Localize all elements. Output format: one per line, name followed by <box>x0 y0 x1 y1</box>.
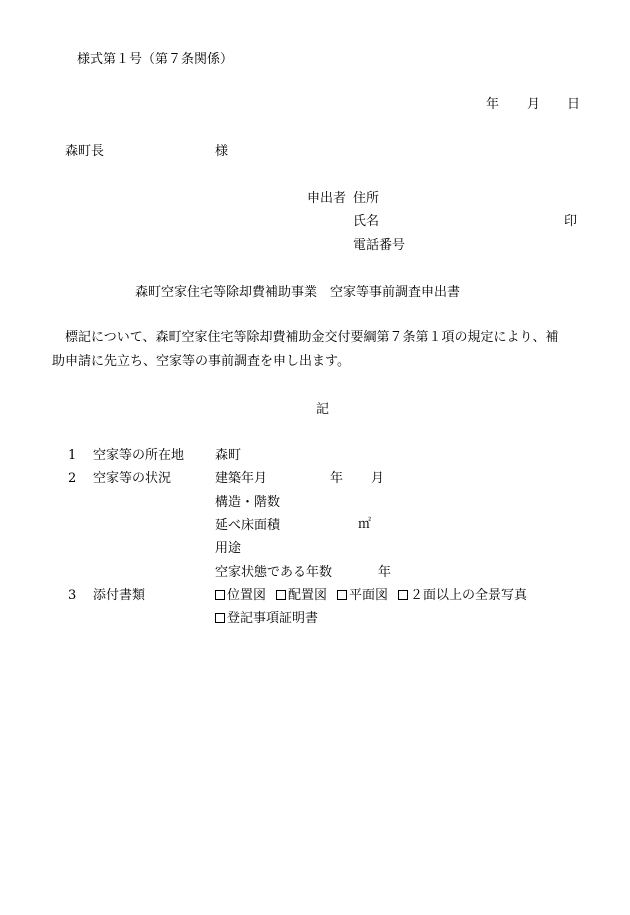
vacant-years-unit: 年 <box>378 565 392 580</box>
ki-heading: 記 <box>316 402 330 417</box>
form-number: 様式第１号（第７条関係） <box>77 52 234 67</box>
document-title: 森町空家住宅等除却費補助事業 空家等事前調査申出書 <box>135 285 461 300</box>
checkbox-icon[interactable] <box>215 590 225 600</box>
attachment-registry-certificate: 登記事項証明書 <box>215 612 318 625</box>
attachment-floor-plan: 平面図 <box>337 589 388 602</box>
checkbox-icon[interactable] <box>337 590 347 600</box>
item-2-label: 空家等の状況 <box>93 471 172 486</box>
attachment-list <box>215 589 527 602</box>
checkbox-icon[interactable] <box>276 590 286 600</box>
vacant-years-label: 空家状態である年数 <box>215 565 333 580</box>
built-month-label: 月 <box>371 471 385 486</box>
item-3-number: 3 <box>68 588 77 603</box>
checkbox-icon[interactable] <box>215 613 225 623</box>
body-line-1: 標記について、森町空家住宅等除却費補助金交付要綱第７条第１項の規定により、補 <box>65 330 559 345</box>
item-1-value: 森町 <box>215 448 242 463</box>
attachment-layout-plan: 配置図 <box>276 589 327 602</box>
date-month-label: 月 <box>527 97 541 112</box>
body-paragraph <box>52 326 584 374</box>
attachment-location-map: 位置図 <box>215 589 266 602</box>
date-day-label: 日 <box>567 97 581 112</box>
date-year-label: 年 <box>486 97 500 112</box>
checkbox-icon[interactable] <box>398 590 408 600</box>
item-1-label: 空家等の所在地 <box>93 448 185 463</box>
built-label: 建築年月 <box>215 471 268 486</box>
attachment-photos: ２面以上の全景写真 <box>398 589 527 602</box>
applicant-seal-label: 印 <box>564 214 578 229</box>
applicant-phone-label: 電話番号 <box>353 238 406 253</box>
item-1-number: 1 <box>68 448 77 463</box>
addressee-name: 森町長 <box>65 144 105 159</box>
use-label: 用途 <box>215 541 242 556</box>
structure-label: 構造・階数 <box>215 495 281 510</box>
item-2-number: 2 <box>68 471 77 486</box>
floor-area-unit: ㎡ <box>358 517 372 532</box>
addressee-honorific: 様 <box>215 144 229 159</box>
built-year-label: 年 <box>330 471 344 486</box>
item-3-label: 添付書類 <box>93 588 146 603</box>
applicant-label: 申出者 <box>307 191 347 206</box>
body-line-2: 助申請に先立ち、空家等の事前調査を申し出ます。 <box>52 354 350 369</box>
floor-area-label: 延べ床面積 <box>215 518 281 533</box>
applicant-name-label: 氏名 <box>353 214 380 229</box>
attachment-list-2 <box>215 612 328 625</box>
applicant-address-label: 住所 <box>353 191 380 206</box>
